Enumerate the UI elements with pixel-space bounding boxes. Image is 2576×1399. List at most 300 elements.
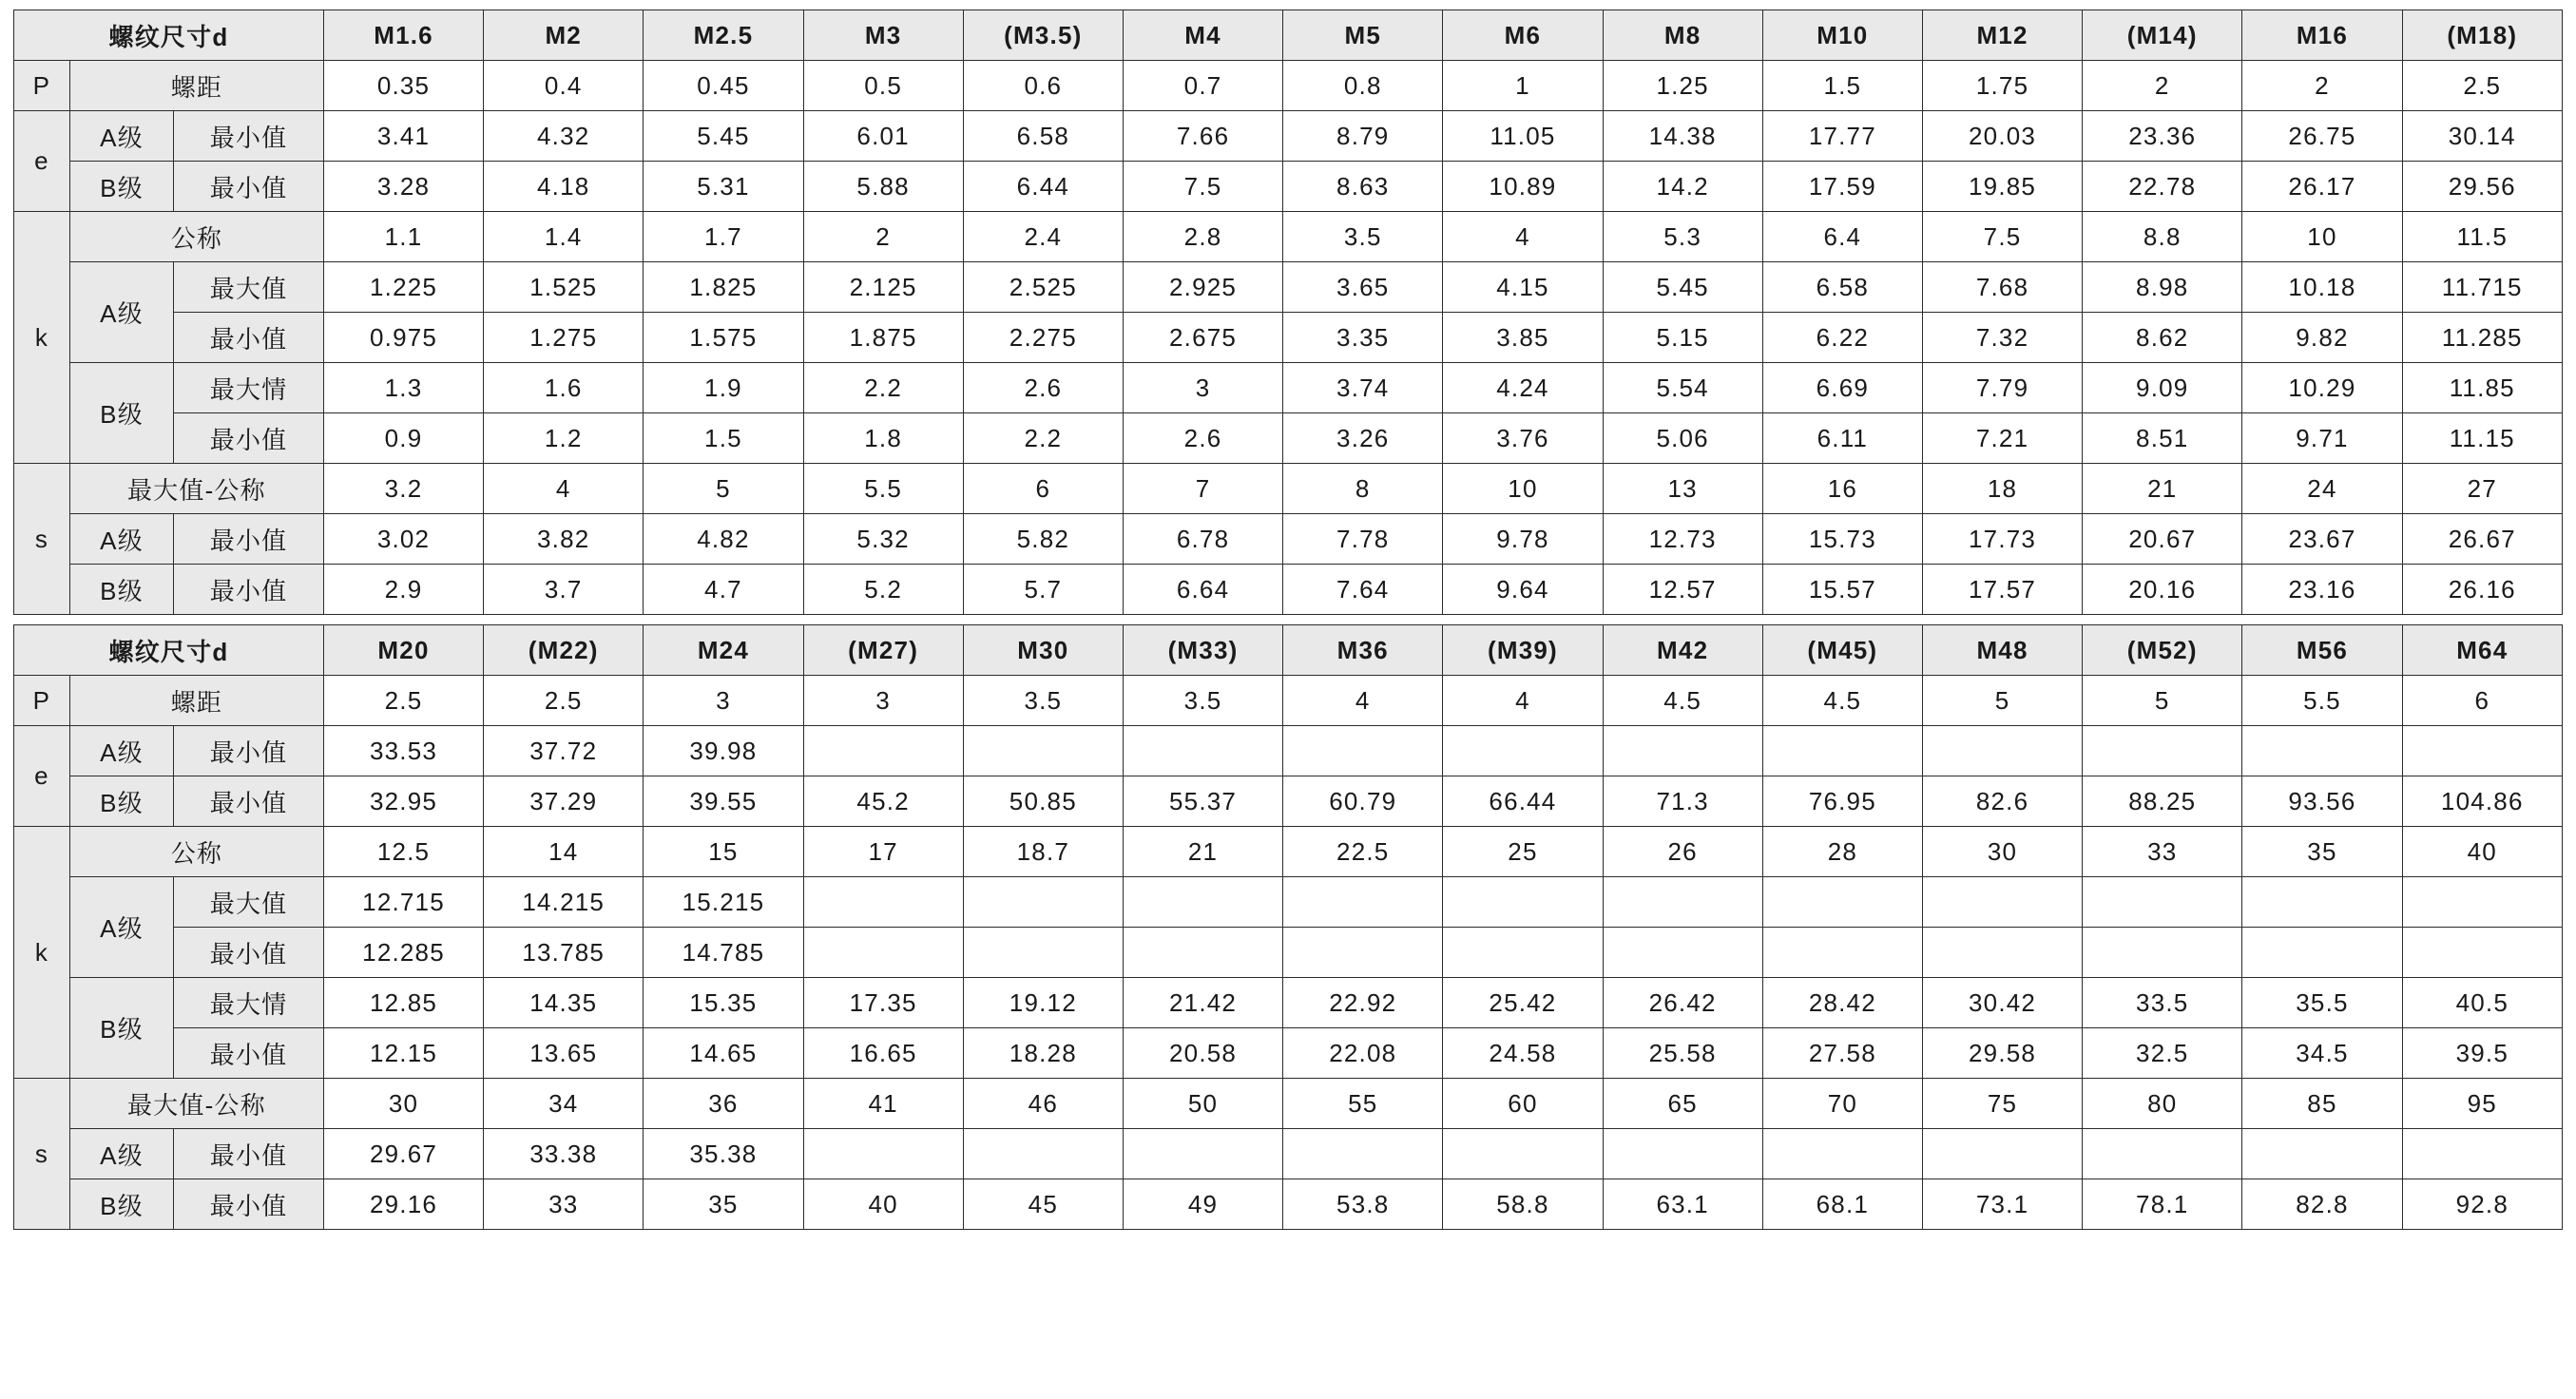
s-max-nominal-cell: 50 xyxy=(1123,1079,1282,1129)
e-a-min-cell: 20.03 xyxy=(1922,111,2082,162)
s-b-min-cell: 6.64 xyxy=(1123,565,1282,615)
k-nominal-cell: 21 xyxy=(1123,827,1282,877)
e-b-min-cell: 76.95 xyxy=(1762,776,1922,827)
s-a-min-cell xyxy=(1922,1129,2082,1179)
s-a-min-cell xyxy=(803,1129,963,1179)
k-b-max-cell: 26.42 xyxy=(1603,978,1762,1028)
k-a-max-cell xyxy=(2402,877,2562,928)
bolt-dimension-table-block2 xyxy=(13,624,2563,1230)
k-nominal-cell: 2 xyxy=(803,212,963,262)
k-a-max-cell xyxy=(1443,877,1603,928)
e-b-min-cell: 17.59 xyxy=(1762,162,1922,212)
k-b-max-cell: 30.42 xyxy=(1922,978,2082,1028)
s-b-min-cell: 40 xyxy=(803,1179,963,1230)
k-nominal-cell: 1.1 xyxy=(323,212,483,262)
grade-label-b: B级 xyxy=(69,1179,173,1230)
s-max-nominal-cell: 27 xyxy=(2402,464,2562,514)
k-a-max-cell: 3.65 xyxy=(1283,262,1443,313)
k-a-max-cell xyxy=(803,877,963,928)
kind-label-nominal: 公称 xyxy=(69,827,323,877)
k-nominal-cell: 14 xyxy=(484,827,644,877)
kind-label-max-minus-nominal: 最大值-公称 xyxy=(69,1079,323,1129)
e-a-min-cell: 6.58 xyxy=(963,111,1123,162)
pitch-cell: 1.25 xyxy=(1603,61,1762,111)
k-a-min-cell: 1.575 xyxy=(644,313,803,363)
e-a-min-cell: 26.75 xyxy=(2242,111,2402,162)
s-a-min-cell xyxy=(2402,1129,2562,1179)
k-b-min-cell: 1.8 xyxy=(803,413,963,464)
thread-size-value: M64 xyxy=(2402,625,2562,676)
e-b-min-cell: 8.63 xyxy=(1283,162,1443,212)
kind-label-min: 最小值 xyxy=(174,1028,324,1079)
s-a-min-cell: 4.82 xyxy=(644,514,803,565)
s-max-nominal-cell: 65 xyxy=(1603,1079,1762,1129)
k-b-min-cell: 5.06 xyxy=(1603,413,1762,464)
k-nominal-cell: 18.7 xyxy=(963,827,1123,877)
pitch-cell: 1.75 xyxy=(1922,61,2082,111)
s-b-min-cell: 63.1 xyxy=(1603,1179,1762,1230)
e-b-min-cell: 93.56 xyxy=(2242,776,2402,827)
e-a-min-cell xyxy=(1443,726,1603,776)
s-a-min-cell: 5.82 xyxy=(963,514,1123,565)
k-b-min-cell: 39.5 xyxy=(2402,1028,2562,1079)
k-nominal-cell: 10 xyxy=(2242,212,2402,262)
e-b-min-cell: 37.29 xyxy=(484,776,644,827)
table-gap xyxy=(13,615,2563,624)
pitch-cell: 2.5 xyxy=(2402,61,2562,111)
k-b-min-cell: 22.08 xyxy=(1283,1028,1443,1079)
e-a-min-cell xyxy=(2083,726,2242,776)
k-b-max-cell: 33.5 xyxy=(2083,978,2242,1028)
k-b-max-cell: 11.85 xyxy=(2402,363,2562,413)
s-b-min-cell: 7.64 xyxy=(1283,565,1443,615)
pitch-cell: 1 xyxy=(1443,61,1603,111)
s-a-min-row xyxy=(14,514,2563,565)
s-max-nominal-cell: 6 xyxy=(963,464,1123,514)
k-a-min-cell: 3.35 xyxy=(1283,313,1443,363)
k-b-min-row xyxy=(14,1028,2563,1079)
k-a-min-cell xyxy=(1762,928,1922,978)
e-b-min-cell: 66.44 xyxy=(1443,776,1603,827)
k-b-min-cell: 7.21 xyxy=(1922,413,2082,464)
s-a-min-cell: 17.73 xyxy=(1922,514,2082,565)
e-a-min-cell: 8.79 xyxy=(1283,111,1443,162)
s-max-nominal-cell: 75 xyxy=(1922,1079,2082,1129)
e-a-min-cell: 37.72 xyxy=(484,726,644,776)
s-max-nominal-cell: 70 xyxy=(1762,1079,1922,1129)
k-b-max-cell: 19.12 xyxy=(963,978,1123,1028)
s-b-min-cell: 33 xyxy=(484,1179,644,1230)
k-a-min-cell xyxy=(1283,928,1443,978)
k-a-max-cell: 8.98 xyxy=(2083,262,2242,313)
k-a-min-cell xyxy=(2083,928,2242,978)
k-a-max-cell: 15.215 xyxy=(644,877,803,928)
s-a-min-cell: 23.67 xyxy=(2242,514,2402,565)
k-nominal-cell: 8.8 xyxy=(2083,212,2242,262)
pitch-cell: 0.7 xyxy=(1123,61,1282,111)
k-a-max-cell xyxy=(1123,877,1282,928)
thread-size-value: M48 xyxy=(1922,625,2082,676)
s-b-min-cell: 35 xyxy=(644,1179,803,1230)
grade-label-a: A级 xyxy=(69,111,173,162)
k-a-max-cell: 2.525 xyxy=(963,262,1123,313)
k-a-min-cell xyxy=(2242,928,2402,978)
k-a-max-cell xyxy=(963,877,1123,928)
e-a-min-cell xyxy=(2402,726,2562,776)
grade-label-a: A级 xyxy=(69,877,173,978)
thread-size-value: (M14) xyxy=(2083,10,2242,61)
k-nominal-cell: 4 xyxy=(1443,212,1603,262)
s-a-min-cell: 26.67 xyxy=(2402,514,2562,565)
k-a-max-cell xyxy=(2083,877,2242,928)
row-label-pitch: 螺距 xyxy=(69,676,323,726)
k-a-min-cell: 2.675 xyxy=(1123,313,1282,363)
e-b-min-cell: 39.55 xyxy=(644,776,803,827)
e-a-min-cell: 17.77 xyxy=(1762,111,1922,162)
k-b-min-cell: 3.76 xyxy=(1443,413,1603,464)
k-b-min-cell: 13.65 xyxy=(484,1028,644,1079)
k-b-max-cell: 7.79 xyxy=(1922,363,2082,413)
s-b-min-cell: 5.2 xyxy=(803,565,963,615)
group-label-s: s xyxy=(14,464,70,615)
k-b-max-cell: 40.5 xyxy=(2402,978,2562,1028)
kind-label-nominal: 公称 xyxy=(69,212,323,262)
s-b-min-cell: 78.1 xyxy=(2083,1179,2242,1230)
pitch-cell: 2 xyxy=(2242,61,2402,111)
s-a-min-cell xyxy=(2242,1129,2402,1179)
kind-label-min: 最小值 xyxy=(174,111,324,162)
s-a-min-cell: 7.78 xyxy=(1283,514,1443,565)
e-a-min-cell xyxy=(963,726,1123,776)
k-b-max-cell: 1.3 xyxy=(323,363,483,413)
k-a-min-cell: 1.875 xyxy=(803,313,963,363)
k-b-min-cell: 14.65 xyxy=(644,1028,803,1079)
k-nominal-cell: 25 xyxy=(1443,827,1603,877)
s-b-min-cell: 58.8 xyxy=(1443,1179,1603,1230)
pitch-cell: 0.6 xyxy=(963,61,1123,111)
k-a-max-cell: 1.825 xyxy=(644,262,803,313)
k-b-min-cell: 25.58 xyxy=(1603,1028,1762,1079)
pitch-cell: 5 xyxy=(1922,676,2082,726)
s-max-nominal-cell: 16 xyxy=(1762,464,1922,514)
row-label-pitch: 螺距 xyxy=(69,61,323,111)
k-b-max-cell: 28.42 xyxy=(1762,978,1922,1028)
s-max-nominal-cell: 46 xyxy=(963,1079,1123,1129)
grade-label-b: B级 xyxy=(69,978,173,1079)
k-a-min-cell: 14.785 xyxy=(644,928,803,978)
k-a-min-row xyxy=(14,313,2563,363)
pitch-row xyxy=(14,676,2563,726)
s-b-min-cell: 5.7 xyxy=(963,565,1123,615)
s-b-min-cell: 17.57 xyxy=(1922,565,2082,615)
e-b-min-cell: 50.85 xyxy=(963,776,1123,827)
s-a-min-cell: 12.73 xyxy=(1603,514,1762,565)
thread-size-value: M20 xyxy=(323,625,483,676)
s-a-min-cell: 5.32 xyxy=(803,514,963,565)
k-a-min-cell xyxy=(1603,928,1762,978)
s-a-min-cell xyxy=(1283,1129,1443,1179)
pitch-cell: 4.5 xyxy=(1603,676,1762,726)
thread-size-header: 螺纹尺寸d xyxy=(14,10,324,61)
thread-size-value: M2.5 xyxy=(644,10,803,61)
s-b-min-row xyxy=(14,1179,2563,1230)
pitch-cell: 4 xyxy=(1443,676,1603,726)
pitch-cell: 2.5 xyxy=(484,676,644,726)
pitch-cell: 3 xyxy=(803,676,963,726)
k-a-max-cell xyxy=(2242,877,2402,928)
pitch-cell: 5 xyxy=(2083,676,2242,726)
e-a-min-cell xyxy=(2242,726,2402,776)
kind-label-min: 最小值 xyxy=(174,726,324,776)
s-max-nominal-cell: 36 xyxy=(644,1079,803,1129)
k-nominal-cell: 5.3 xyxy=(1603,212,1762,262)
k-a-max-cell xyxy=(1762,877,1922,928)
e-b-min-row xyxy=(14,776,2563,827)
s-b-min-cell: 12.57 xyxy=(1603,565,1762,615)
thread-size-value: M16 xyxy=(2242,10,2402,61)
grade-label-b: B级 xyxy=(69,776,173,827)
k-nominal-cell: 11.5 xyxy=(2402,212,2562,262)
grade-label-a: A级 xyxy=(69,514,173,565)
k-b-min-cell: 1.5 xyxy=(644,413,803,464)
k-nominal-cell: 6.4 xyxy=(1762,212,1922,262)
pitch-cell: 5.5 xyxy=(2242,676,2402,726)
s-b-min-cell: 15.57 xyxy=(1762,565,1922,615)
s-max-nominal-cell: 21 xyxy=(2083,464,2242,514)
e-a-min-cell: 6.01 xyxy=(803,111,963,162)
k-a-min-cell xyxy=(1123,928,1282,978)
k-a-min-cell: 5.15 xyxy=(1603,313,1762,363)
k-b-min-cell: 2.6 xyxy=(1123,413,1282,464)
grade-label-b: B级 xyxy=(69,363,173,464)
k-b-max-cell: 9.09 xyxy=(2083,363,2242,413)
header-row xyxy=(14,10,2563,61)
e-b-min-cell: 60.79 xyxy=(1283,776,1443,827)
kind-label-max-alt: 最大情 xyxy=(174,978,324,1028)
e-b-min-cell: 14.2 xyxy=(1603,162,1762,212)
thread-size-value: M24 xyxy=(644,625,803,676)
s-b-min-cell: 73.1 xyxy=(1922,1179,2082,1230)
s-a-min-cell: 6.78 xyxy=(1123,514,1282,565)
k-b-max-cell: 10.29 xyxy=(2242,363,2402,413)
k-a-min-cell xyxy=(803,928,963,978)
group-label-p: P xyxy=(14,61,70,111)
k-b-min-cell: 34.5 xyxy=(2242,1028,2402,1079)
grade-label-a: A级 xyxy=(69,1129,173,1179)
s-b-min-cell: 3.7 xyxy=(484,565,644,615)
k-b-min-row xyxy=(14,413,2563,464)
pitch-cell: 2 xyxy=(2083,61,2242,111)
s-max-nominal-row xyxy=(14,464,2563,514)
thread-size-value: (M39) xyxy=(1443,625,1603,676)
pitch-cell: 0.45 xyxy=(644,61,803,111)
e-b-min-cell: 22.78 xyxy=(2083,162,2242,212)
pitch-cell: 4.5 xyxy=(1762,676,1922,726)
s-b-min-cell: 82.8 xyxy=(2242,1179,2402,1230)
pitch-cell: 1.5 xyxy=(1762,61,1922,111)
k-b-max-row xyxy=(14,363,2563,413)
k-a-min-cell: 3.85 xyxy=(1443,313,1603,363)
k-b-min-cell: 32.5 xyxy=(2083,1028,2242,1079)
k-a-min-cell: 13.785 xyxy=(484,928,644,978)
kind-label-min: 最小值 xyxy=(174,565,324,615)
kind-label-min: 最小值 xyxy=(174,162,324,212)
k-b-min-cell: 0.9 xyxy=(323,413,483,464)
k-nominal-cell: 30 xyxy=(1922,827,2082,877)
k-b-min-cell: 6.11 xyxy=(1762,413,1922,464)
s-max-nominal-cell: 18 xyxy=(1922,464,2082,514)
thread-size-value: M36 xyxy=(1283,625,1443,676)
k-a-max-cell: 2.925 xyxy=(1123,262,1282,313)
pitch-row xyxy=(14,61,2563,111)
thread-size-value: (M33) xyxy=(1123,625,1282,676)
s-a-min-cell: 33.38 xyxy=(484,1129,644,1179)
k-b-max-cell: 2.2 xyxy=(803,363,963,413)
e-a-min-cell xyxy=(1123,726,1282,776)
s-b-min-cell: 45 xyxy=(963,1179,1123,1230)
pitch-cell: 3.5 xyxy=(1123,676,1282,726)
s-a-min-cell xyxy=(1123,1129,1282,1179)
e-b-min-cell: 5.31 xyxy=(644,162,803,212)
thread-size-value: M6 xyxy=(1443,10,1603,61)
kind-label-min: 最小值 xyxy=(174,1129,324,1179)
k-b-max-cell: 17.35 xyxy=(803,978,963,1028)
e-b-min-cell: 71.3 xyxy=(1603,776,1762,827)
k-a-max-cell: 11.715 xyxy=(2402,262,2562,313)
k-a-max-cell xyxy=(1283,877,1443,928)
k-a-max-cell: 5.45 xyxy=(1603,262,1762,313)
e-b-min-cell: 10.89 xyxy=(1443,162,1603,212)
s-max-nominal-cell: 60 xyxy=(1443,1079,1603,1129)
e-b-min-cell: 26.17 xyxy=(2242,162,2402,212)
e-b-min-cell: 5.88 xyxy=(803,162,963,212)
thread-size-value: M5 xyxy=(1283,10,1443,61)
k-a-min-cell: 8.62 xyxy=(2083,313,2242,363)
s-a-min-cell: 9.78 xyxy=(1443,514,1603,565)
s-b-min-cell: 49 xyxy=(1123,1179,1282,1230)
kind-label-min: 最小值 xyxy=(174,1179,324,1230)
grade-label-b: B级 xyxy=(69,162,173,212)
k-b-min-cell: 18.28 xyxy=(963,1028,1123,1079)
pitch-cell: 3 xyxy=(644,676,803,726)
pitch-cell: 4 xyxy=(1283,676,1443,726)
bolt-dimension-table-block1 xyxy=(13,10,2563,615)
s-b-min-cell: 53.8 xyxy=(1283,1179,1443,1230)
s-max-nominal-cell: 5.5 xyxy=(803,464,963,514)
s-a-min-cell xyxy=(1603,1129,1762,1179)
pitch-cell: 2.5 xyxy=(323,676,483,726)
kind-label-max: 最大值 xyxy=(174,262,324,313)
e-a-min-cell: 33.53 xyxy=(323,726,483,776)
k-a-min-cell: 7.32 xyxy=(1922,313,2082,363)
e-b-min-cell: 45.2 xyxy=(803,776,963,827)
kind-label-min: 最小值 xyxy=(174,514,324,565)
s-max-nominal-cell: 3.2 xyxy=(323,464,483,514)
thread-size-value: (M3.5) xyxy=(963,10,1123,61)
s-b-min-cell: 2.9 xyxy=(323,565,483,615)
k-a-min-cell: 1.275 xyxy=(484,313,644,363)
k-a-max-cell: 1.225 xyxy=(323,262,483,313)
s-a-min-cell: 35.38 xyxy=(644,1129,803,1179)
k-nominal-cell: 12.5 xyxy=(323,827,483,877)
s-a-min-cell: 29.67 xyxy=(323,1129,483,1179)
e-b-min-row xyxy=(14,162,2563,212)
thread-size-value: M3 xyxy=(803,10,963,61)
k-nominal-cell: 1.7 xyxy=(644,212,803,262)
k-b-min-cell: 24.58 xyxy=(1443,1028,1603,1079)
e-b-min-cell: 4.18 xyxy=(484,162,644,212)
k-a-max-cell: 6.58 xyxy=(1762,262,1922,313)
kind-label-min: 最小值 xyxy=(174,776,324,827)
k-a-max-row xyxy=(14,877,2563,928)
k-b-min-cell: 11.15 xyxy=(2402,413,2562,464)
s-b-min-cell: 20.16 xyxy=(2083,565,2242,615)
k-b-min-cell: 12.15 xyxy=(323,1028,483,1079)
k-nominal-cell: 26 xyxy=(1603,827,1762,877)
s-b-min-cell: 26.16 xyxy=(2402,565,2562,615)
pitch-cell: 0.35 xyxy=(323,61,483,111)
s-max-nominal-cell: 95 xyxy=(2402,1079,2562,1129)
s-a-min-cell: 3.02 xyxy=(323,514,483,565)
k-b-max-cell: 35.5 xyxy=(2242,978,2402,1028)
k-a-max-cell: 10.18 xyxy=(2242,262,2402,313)
pitch-cell: 0.5 xyxy=(803,61,963,111)
e-a-min-row xyxy=(14,111,2563,162)
k-a-max-cell: 4.15 xyxy=(1443,262,1603,313)
k-a-min-cell: 11.285 xyxy=(2402,313,2562,363)
e-b-min-cell: 88.25 xyxy=(2083,776,2242,827)
group-label-e: e xyxy=(14,726,70,827)
k-a-min-cell xyxy=(1443,928,1603,978)
k-b-min-cell: 2.2 xyxy=(963,413,1123,464)
k-a-min-cell xyxy=(1922,928,2082,978)
k-b-min-cell: 9.71 xyxy=(2242,413,2402,464)
thread-size-value: (M22) xyxy=(484,625,644,676)
k-nominal-row xyxy=(14,212,2563,262)
k-b-max-cell: 22.92 xyxy=(1283,978,1443,1028)
k-b-min-cell: 8.51 xyxy=(2083,413,2242,464)
k-b-max-cell: 3.74 xyxy=(1283,363,1443,413)
k-b-min-cell: 16.65 xyxy=(803,1028,963,1079)
e-b-min-cell: 7.5 xyxy=(1123,162,1282,212)
kind-label-max: 最大值 xyxy=(174,877,324,928)
s-b-min-row xyxy=(14,565,2563,615)
grade-label-b: B级 xyxy=(69,565,173,615)
e-a-min-cell xyxy=(1922,726,2082,776)
s-max-nominal-cell: 10 xyxy=(1443,464,1603,514)
k-a-min-cell: 0.975 xyxy=(323,313,483,363)
e-a-min-cell xyxy=(1762,726,1922,776)
e-b-min-cell: 19.85 xyxy=(1922,162,2082,212)
k-a-max-cell xyxy=(1922,877,2082,928)
s-max-nominal-cell: 5 xyxy=(644,464,803,514)
pitch-cell: 0.4 xyxy=(484,61,644,111)
s-a-min-cell xyxy=(1443,1129,1603,1179)
k-a-max-cell: 7.68 xyxy=(1922,262,2082,313)
e-a-min-cell: 11.05 xyxy=(1443,111,1603,162)
s-b-min-cell: 92.8 xyxy=(2402,1179,2562,1230)
thread-size-value: M2 xyxy=(484,10,644,61)
s-max-nominal-cell: 7 xyxy=(1123,464,1282,514)
k-nominal-cell: 15 xyxy=(644,827,803,877)
s-a-min-cell xyxy=(2083,1129,2242,1179)
k-a-max-cell xyxy=(1603,877,1762,928)
s-max-nominal-cell: 34 xyxy=(484,1079,644,1129)
k-a-max-cell: 2.125 xyxy=(803,262,963,313)
k-nominal-cell: 33 xyxy=(2083,827,2242,877)
s-max-nominal-cell: 13 xyxy=(1603,464,1762,514)
kind-label-min: 最小值 xyxy=(174,413,324,464)
